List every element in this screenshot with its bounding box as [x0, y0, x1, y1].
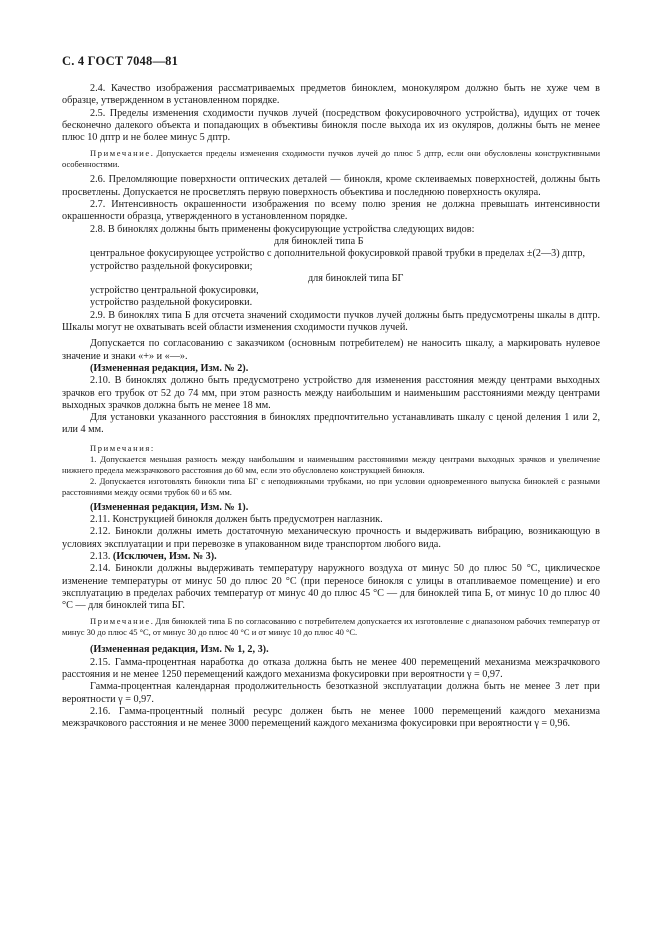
note-2-14-text: . Для биноклей типа Б по согласованию с потребителем допускается их изготовление с диапазоном рабочих температур от минус 30 до плюс 45 °С, от минус 30 до плюс 40 °С и от минус 10 до плюс 40 °С. — [62, 616, 600, 638]
subheading-type-b: для биноклей типа Б — [274, 235, 364, 247]
paragraph-2-8: 2.8. В биноклях должны быть применены фокусирующие устройства следующих видов: — [90, 223, 475, 235]
note-2-14 — [62, 616, 600, 638]
paragraph-2-5: 2.5. Пределы изменения сходимости пучков лучей (посредством фокусировочного устройства), идущих от точек бесконечно далекого объекта и попадающих в объективы бинокля после выхода их из окуляров, должны быть не менее плюс 10 дптр и не более минус 5 дптр. — [62, 107, 600, 144]
paragraph-central-focus: центральное фокусирующее устройство с дополнительной фокусировкой правой трубки в пределах ±(2—3) дптр, — [90, 248, 586, 260]
note-text: . Допускается пределы изменения сходимости пучков лучей до плюс 5 дптр, если они обусловлены конструктивными особенностями. — [62, 148, 600, 170]
paragraph-separate-focus: устройство раздельной фокусировки; — [90, 260, 253, 272]
paragraph-2-10: 2.10. В биноклях должно быть предусмотрено устройство для изменения расстояния между центрами выходных зрачков его трубок от 52 до 74 мм, при этом разность между наибольшим и наименьшим расстояниями между центрами выходных зрачков должна быть не менее 18 мм. — [62, 375, 600, 411]
subheading-type-bg: для биноклей типа БГ — [308, 272, 404, 284]
paragraph-separate-focus-bg: устройство раздельной фокусировки. — [90, 297, 253, 309]
amendment-note-1-2-3: (Измененная редакция, Изм. № 1, 2, 3). — [90, 644, 269, 656]
paragraph-2-9: 2.9. В биноклях типа Б для отсчета значений сходимости пучков лучей должны быть предусмотрены шкалы в дптр. Шкалы могут не охватывать всей области изменения сходимости пучков лучей. — [62, 309, 600, 334]
amendment-note-2: (Измененная редакция, Изм. № 2). — [90, 362, 249, 374]
paragraph-2-15-calendar: Гамма-процентная календарная продолжительность безотказной эксплуатации должна быть не менее 3 лет при вероятности γ = 0,97. — [62, 681, 600, 705]
paragraph-2-13-number: 2.13. — [90, 550, 111, 562]
page-header: С. 4 ГОСТ 7048—81 — [62, 54, 179, 68]
paragraph-2-6: 2.6. Преломляющие поверхности оптических деталей — бинокля, кроме склеиваемых поверхностей, должны быть просветлены. Допускается не просветлять первую поверхность объектива и последнюю поверхность окуляра. — [62, 174, 600, 198]
paragraph-2-9-allow: Допускается по согласованию с заказчиком (основным потребителем) не наносить шкалу, а маркировать нулевое значение и знаки «+» и «—». — [62, 338, 600, 362]
amendment-note-1: (Измененная редакция, Изм. № 1). — [90, 501, 249, 513]
paragraph-2-16: 2.16. Гамма-процентный полный ресурс должен быть не менее 1000 перемещений каждого механизма межзрачкового расстояния и не менее 3000 перемещений каждого механизма фокусировки при вероятности γ = 0,96. — [62, 705, 600, 730]
paragraph-2-15: 2.15. Гамма-процентная наработка до отказа должна быть не менее 400 перемещений механизма межзрачкового расстояния и не менее 1250 перемещений каждого механизма фокусировки при вероятности γ = 0,97. — [62, 656, 600, 680]
paragraph-2-10-scale: Для установки указанного расстояния в биноклях предпочтительно устанавливать шкалу с ценой деления 1 или 2, или 4 мм. — [62, 412, 600, 436]
paragraph-2-4: 2.4. Качество изображения рассматриваемых предметов биноклем, монокуляром должно быть не хуже чем в образце, утвержденном в установленном порядке. — [62, 83, 600, 107]
paragraph-2-12: 2.12. Бинокли должны иметь достаточную механическую прочность и выдерживать вибрацию, возникающую в условиях эксплуатации и при перевозке в упакованном виде транспортом любого вида. — [62, 526, 600, 550]
paragraph-2-7: 2.7. Интенсивность окрашенности изображения по всему полю зрения не должна превышать интенсивности окрашенности образца, утвержденного в установленном порядке. — [62, 199, 600, 223]
note-label: Примечание — [90, 148, 151, 159]
paragraph-2-13-excluded: (Исключен, Изм. № 3). — [112, 550, 217, 562]
paragraph-2-11: 2.11. Конструкцией бинокля должен быть предусмотрен наглазник. — [90, 514, 383, 526]
note-2-5 — [62, 148, 600, 170]
paragraph-2-13 — [62, 551, 600, 563]
note-2: 2. Допускается изготовлять бинокли типа БГ с неподвижными трубками, но при условии одновременного выпуска биноклей с разными расстояниями между осями трубок 60 и 65 мм. — [62, 475, 600, 497]
document-body — [62, 83, 600, 730]
note-2-14-label: Примечание — [90, 616, 151, 627]
paragraph-2-14: 2.14. Бинокли должны выдерживать температуру наружного воздуха от минус 50 до плюс 50 °С, циклическое изменение температуры от минус 50 до плюс 20 °С (при переносе бинокля с улицы в отапливаемое помещение) и его эксплуатацию в пределах рабочих температур от минус 40 до плюс 45 °С — для биноклей типа Б, от минус 10 до плюс 40 °С — для биноклей типа БГ. — [62, 563, 600, 612]
paragraph-central-focus-bg: устройство центральной фокусировки, — [90, 285, 259, 297]
notes-label: Примечания: — [90, 442, 155, 453]
note-1: 1. Допускается меньшая разность между наибольшим и наименьшим расстояниями между центрами выходных зрачков и увеличение нижнего предела межзрачкового расстояния до 60 мм, если это обусловлено конструкцией бинокля. — [62, 453, 600, 475]
